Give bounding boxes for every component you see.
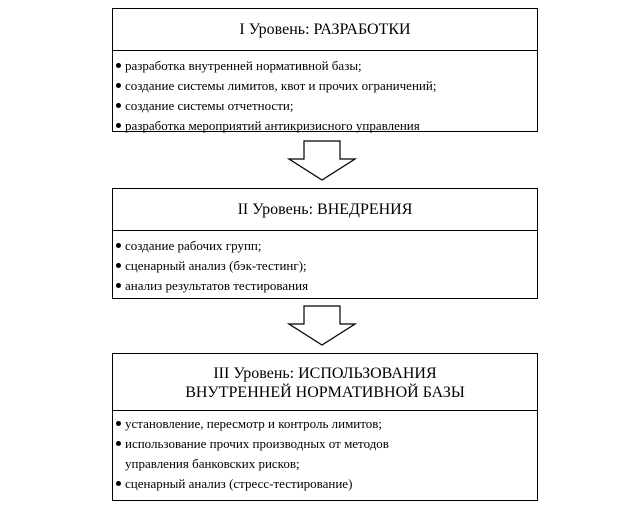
level-3-box: [112, 353, 538, 501]
level-1-box: [112, 8, 538, 132]
list-item: разработка внутренней нормативной базы;: [113, 56, 537, 76]
level-3-title-line: III Уровень: ИСПОЛЬЗОВАНИЯ: [213, 365, 437, 382]
level-2-title-line: II Уровень: ВНЕДРЕНИЯ: [237, 201, 413, 218]
level-3-title-line: ВНУТРЕННЕЙ НОРМАТИВНОЙ БАЗЫ: [185, 384, 465, 401]
list-item: сценарный анализ (бэк-тестинг);: [113, 256, 537, 276]
list-item: анализ результатов тестирования: [113, 276, 537, 296]
list-item: использование прочих производных от методов управления банковских рисков;: [113, 434, 537, 474]
level-2-box: [112, 188, 538, 299]
level-3-title: [113, 354, 537, 411]
level-1-title-line: I Уровень: РАЗРАБОТКИ: [239, 21, 411, 38]
list-item: создание системы лимитов, квот и прочих ограничений;: [113, 76, 537, 96]
down-arrow-icon: [287, 140, 357, 182]
list-item: установление, пересмотр и контроль лимитов;: [113, 414, 537, 434]
list-item: создание рабочих групп;: [113, 236, 537, 256]
list-item: создание системы отчетности;: [113, 96, 537, 116]
level-2-list: [113, 231, 537, 296]
list-item: разработка мероприятий антикризисного управления: [113, 116, 537, 136]
down-arrow-icon: [287, 305, 357, 347]
level-2-title: [113, 189, 537, 231]
level-1-list: [113, 51, 537, 136]
list-item: сценарный анализ (стресс-тестирование): [113, 474, 537, 494]
level-1-title: [113, 9, 537, 51]
level-3-list: [113, 411, 537, 494]
